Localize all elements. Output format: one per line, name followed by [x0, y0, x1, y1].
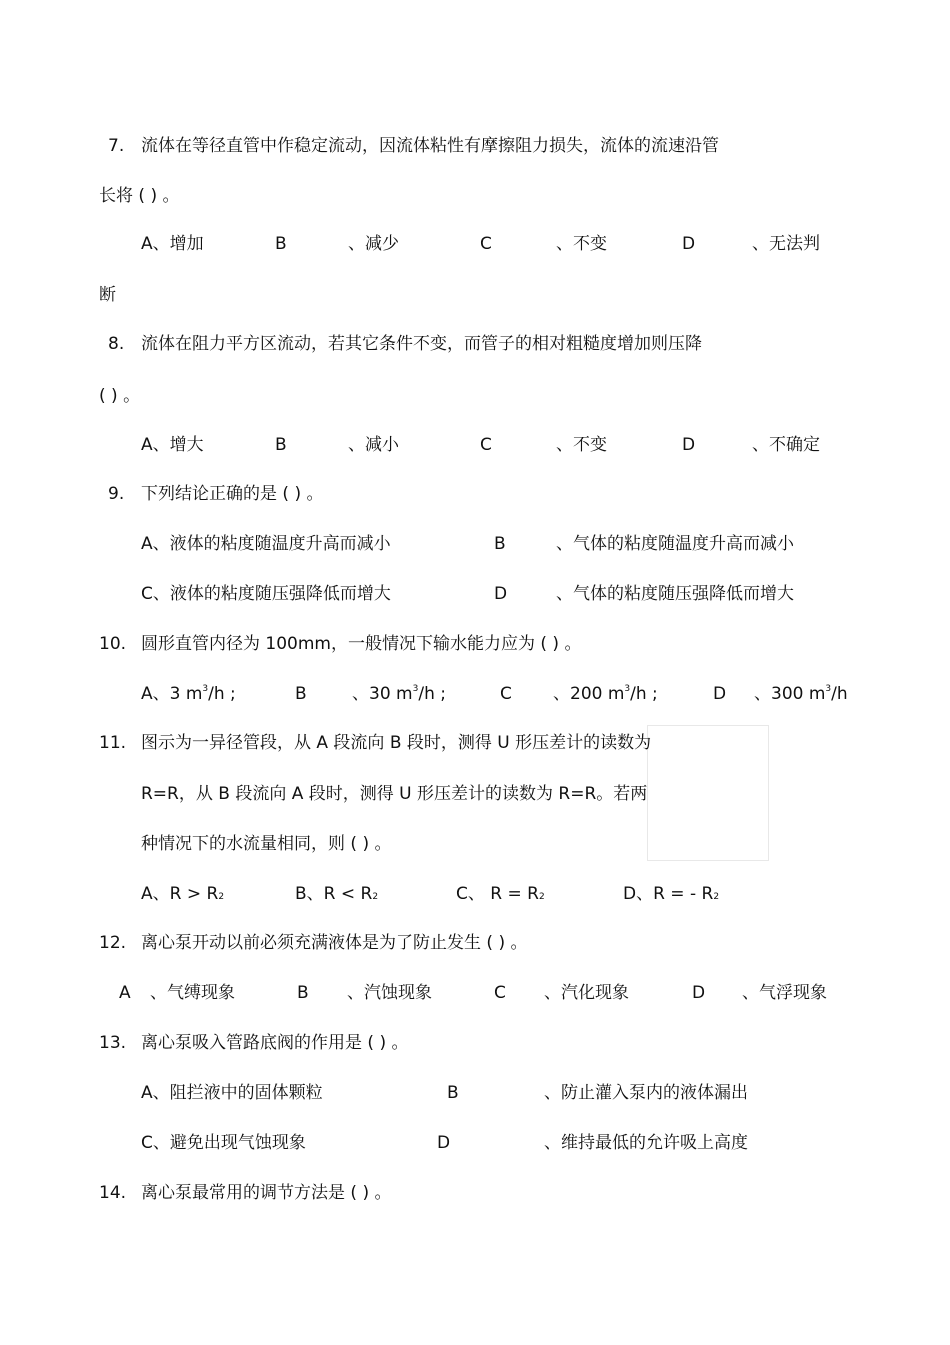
q8-option-c-letter: C	[480, 435, 492, 455]
q9-option-d-letter: D	[494, 584, 508, 604]
q11-stem-line2: R=R，从 B 段流向 A 段时，测得 U 形压差计的读数为 R=R。若两	[141, 784, 648, 804]
q10-option-a: A、3 $m^3/h$ ;	[141, 684, 236, 704]
q7-option-d-letter: D	[682, 234, 696, 254]
q10-option-c-text: 、200 $m^3/h$ ;	[553, 684, 658, 704]
q11-stem-line3: 种情况下的水流量相同，则 ( ) 。	[141, 834, 392, 854]
q11-option-d: D、R = - R2	[623, 884, 720, 904]
q12-option-c-letter: C	[494, 983, 506, 1003]
q12-option-d-letter: D	[692, 983, 706, 1003]
q9-number: 9.	[108, 484, 125, 504]
q13-option-a: A、阻拦液中的固体颗粒	[141, 1083, 323, 1103]
q8-option-b-letter: B	[275, 435, 287, 455]
q10-option-b-letter: B	[295, 684, 307, 704]
q13-option-d-letter: D	[437, 1133, 451, 1153]
q13-number: 13.	[99, 1033, 127, 1053]
q10-option-c-letter: C	[500, 684, 512, 704]
q12-option-b-text: 、汽蚀现象	[347, 983, 432, 1003]
q13-stem-line1: 离心泵吸入管路底阀的作用是 ( ) 。	[141, 1033, 409, 1053]
q12-number: 12.	[99, 933, 127, 953]
q11-option-b: B、R < R2	[295, 884, 379, 904]
q12-option-a-letter: A	[119, 983, 131, 1003]
q8-stem-line1: 流体在阻力平方区流动，若其它条件不变，而管子的相对粗糙度增加则压降	[141, 334, 702, 354]
q7-option-c-text: 、不变	[556, 234, 607, 254]
q8-stem-line2: ( ) 。	[99, 386, 141, 406]
q11-option-c: C、 R = R2	[456, 884, 545, 904]
pipe-figure-placeholder	[647, 725, 769, 861]
q9-option-a: A、液体的粘度随温度升高而减小	[141, 534, 391, 554]
q9-option-d-text: 、气体的粘度随压强降低而增大	[556, 584, 794, 604]
q10-stem-line1: 圆形直管内径为 100mm，一般情况下输水能力应为 ( ) 。	[141, 634, 582, 654]
q14-number: 14.	[99, 1183, 127, 1203]
q11-option-a: A、R > R2	[141, 884, 225, 904]
q8-option-a: A、增大	[141, 435, 204, 455]
q9-stem-line1: 下列结论正确的是 ( ) 。	[141, 484, 324, 504]
q7-option-d-continued: 断	[99, 285, 116, 305]
q11-number: 11.	[99, 733, 127, 753]
q14-stem-line1: 离心泵最常用的调节方法是 ( ) 。	[141, 1183, 392, 1203]
q8-option-d-text: 、不确定	[752, 435, 820, 455]
q8-option-b-text: 、减小	[348, 435, 399, 455]
q9-option-b-letter: B	[494, 534, 506, 554]
q10-option-d-text: 、300 $m^3/h$	[754, 684, 848, 704]
q12-stem-line1: 离心泵开动以前必须充满液体是为了防止发生 ( ) 。	[141, 933, 528, 953]
q12-option-c-text: 、汽化现象	[544, 983, 629, 1003]
q9-option-c: C、液体的粘度随压强降低而增大	[141, 584, 391, 604]
q7-option-b-letter: B	[275, 234, 287, 254]
q7-option-d-text: 、无法判	[752, 234, 820, 254]
q7-option-b-text: 、减少	[348, 234, 399, 254]
q13-option-d-text: 、维持最低的允许吸上高度	[544, 1133, 748, 1153]
q10-option-b-text: 、30 $m^3/h$ ;	[352, 684, 446, 704]
q13-option-b-letter: B	[447, 1083, 459, 1103]
q13-option-c: C、避免出现气蚀现象	[141, 1133, 306, 1153]
q12-option-a-text: 、气缚现象	[150, 983, 235, 1003]
q10-option-d-letter: D	[713, 684, 727, 704]
q12-option-d-text: 、气浮现象	[742, 983, 827, 1003]
q7-number: 7.	[108, 136, 125, 156]
q12-option-b-letter: B	[297, 983, 309, 1003]
q8-option-d-letter: D	[682, 435, 696, 455]
q7-stem-line2: 长将 ( ) 。	[99, 186, 180, 206]
q8-number: 8.	[108, 334, 125, 354]
q11-stem-line1: 图示为一异径管段，从 A 段流向 B 段时，测得 U 形压差计的读数为	[141, 733, 652, 753]
q10-number: 10.	[99, 634, 127, 654]
q8-option-c-text: 、不变	[556, 435, 607, 455]
q7-option-c-letter: C	[480, 234, 492, 254]
q9-option-b-text: 、气体的粘度随温度升高而减小	[556, 534, 794, 554]
q13-option-b-text: 、防止灌入泵内的液体漏出	[544, 1083, 748, 1103]
q7-option-a: A、增加	[141, 234, 204, 254]
q7-stem-line1: 流体在等径直管中作稳定流动，因流体粘性有摩擦阻力损失，流体的流速沿管	[141, 136, 719, 156]
